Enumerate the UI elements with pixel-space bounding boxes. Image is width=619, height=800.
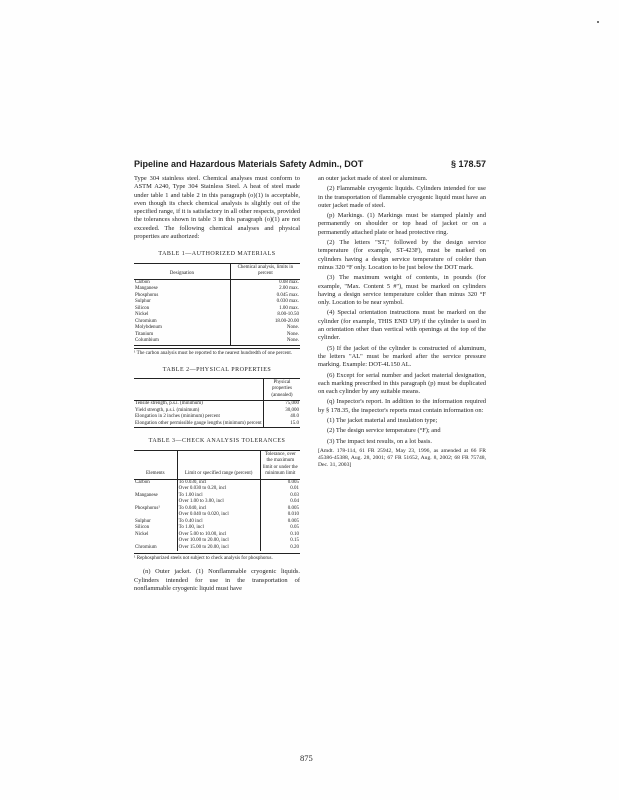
table2-value: 15.0 xyxy=(263,421,300,428)
table3-element: Carbon xyxy=(134,479,177,486)
table1-value: 0.08 max. xyxy=(279,279,299,285)
table1-value: 8.00-10.50 xyxy=(277,312,299,318)
table-row xyxy=(134,401,300,408)
table2-value: 40.0 xyxy=(263,414,300,421)
paragraph-p3: (3) The maximum weight of contents, in pounds (for example, "Max. Content 5 #"), must be marked on cylinders having a design service temperature colder than minus 320 °F only. Location to be near symbol. xyxy=(318,274,486,307)
list-item-q3: (3) The impact test results, on a lot basis. xyxy=(327,437,432,445)
table2-head: Physical properties (annealed) xyxy=(263,378,300,401)
table3-caption: TABLE 3—CHECK ANALYSIS TOLERANCES xyxy=(148,438,286,445)
table3-limit: To 0.030, incl xyxy=(177,479,260,486)
table3-tolerance: 0.03 xyxy=(290,492,299,498)
table1-head-chem: Chemical analysis, limits in percent xyxy=(237,264,294,277)
table3-footnote: ¹ Rephosphorized steels not subject to check analysis for phosphorus. xyxy=(134,553,300,562)
source-note: [Amdt. 178-114, 61 FR 25942, May 23, 1996, as amended at 66 FR 45386-45388, Aug. 28, 2001; 67 FR 51652, Aug. 8, 2002; 68 FR 75748, Dec. 31, 2003] xyxy=(318,447,486,468)
table3-limit: Over 5.00 to 10.00, incl xyxy=(177,532,260,539)
table1-value: 1.00 max. xyxy=(279,305,299,311)
list-item-q2: (2) The design service temperature (°F); and xyxy=(327,427,441,435)
table1-element: Silicon xyxy=(134,306,230,313)
paragraph-p6: (6) Except for serial number and jacket material designation, each marking prescribed in this paragraph (p) must be duplicated on each cylinder by any suitable means. xyxy=(318,371,486,396)
table3-limit: To 0.040, incl xyxy=(177,506,260,513)
paragraph-n2: (2) Flammable cryogenic liquids. Cylinders intended for use in the transportation of flammable cryogenic liquid must have an outer jacket made of steel. xyxy=(318,185,486,209)
table2-property: Elongation other permissible gauge lengths (minimum) percent xyxy=(135,420,262,426)
table1-value: 2.00 max. xyxy=(279,286,299,292)
header-title: Pipeline and Hazardous Materials Safety Admin., DOT xyxy=(134,159,364,169)
table3-tolerance: 0.20 xyxy=(290,544,299,550)
table-row xyxy=(134,279,300,286)
table1-value: None. xyxy=(286,338,299,344)
table1-value: None. xyxy=(286,325,299,331)
table1-body xyxy=(134,279,300,345)
table-row xyxy=(134,479,300,486)
table2-property: Yield strength, p.s.i. (minimum) xyxy=(135,407,200,413)
paragraph-p2: (2) The letters "ST," followed by the design service temperature (for example, ST-423F), must be marked on cylinders having a design service temperature of colder than minus 320 °F only. Location to be just below the DOT mark. xyxy=(318,239,486,271)
table1-element: Chromium xyxy=(134,319,230,326)
table3-tolerance: 0.005 xyxy=(287,505,299,511)
table3-tolerance: 0.010 xyxy=(287,512,299,518)
table3-limit: Over 1.00 to 3.00, incl xyxy=(177,499,260,506)
table3-tolerance: 0.01 xyxy=(290,486,299,492)
paragraph-p5: (5) If the jacket of the cylinder is constructed of aluminum, the letters "AL" must be marked after the service pressure marking. Example: DOT-4L150 AL. xyxy=(318,344,486,369)
running-header xyxy=(134,159,486,169)
table-row xyxy=(134,421,300,428)
table2-value: 75,000 xyxy=(263,401,300,408)
table1-caption: TABLE 1—AUTHORIZED MATERIALS xyxy=(158,251,276,258)
table2-property: Elongation in 2 inches (minimum) percent xyxy=(135,414,220,420)
table1-element: Manganese xyxy=(134,286,230,293)
intro-paragraph: Type 304 stainless steel. Chemical analyses must conform to ASTM A240, Type 304 Stainless Steel. A heat of steel made under table 1 and table 2 in this paragraph (o)(1) is acceptable, even though its check chemical analysis is slightly out of the specified range, if it is satisfactory in all other respects, provided the tolerances shown in table 3 in this paragraph (o)(1) are not exceeded. The following chemical analyses and physical properties are authorized: xyxy=(134,175,300,241)
table1-element: Phosphorus xyxy=(134,293,230,300)
table3-tolerance: 0.005 xyxy=(287,518,299,524)
header-section: § 178.57 xyxy=(450,159,486,169)
table3 xyxy=(134,450,300,552)
table2-property: Tensile strength, p.s.i. (minimum) xyxy=(135,401,203,407)
table3-limit: To 1.00 incl xyxy=(177,493,260,500)
paragraph-p4: (4) Special orientation instructions must be marked on the cylinder (for example, THIS END UP) if the cylinder is used in an orientation other than vertical with openings at the top of the cylinder. xyxy=(318,309,486,342)
table3-head-element: Elements xyxy=(134,450,177,479)
table3-limit: Over 10.00 to 20.00, incl xyxy=(177,538,260,545)
table-row xyxy=(134,338,300,345)
table1-footnote: ¹ The carbon analysis must be reported to the nearest hundredth of one percent. xyxy=(134,348,300,357)
table2-body xyxy=(134,401,300,428)
table1 xyxy=(134,263,300,346)
table3-head-tolerance: Tolerance, over the maximum limit or under the minimum limit xyxy=(262,451,298,477)
paragraph-q: (q) Inspector's report. In addition to the information required by § 178.35, the inspector's reports must contain information on: xyxy=(318,398,486,414)
paragraph-n: (n) Outer jacket. (1) Nonflammable cryogenic liquids. Cylinders intended for use in the transportation of nonflammable cryogenic liquid must have xyxy=(134,568,300,592)
table3-limit: Over 15.00 to 20.00, incl xyxy=(177,545,260,552)
table3-element: Sulphur xyxy=(134,519,177,526)
table3-limit: To 1.00, incl xyxy=(177,525,260,532)
table1-value: 18.00-20.00 xyxy=(274,318,299,324)
table2-value: 30,000 xyxy=(263,408,300,415)
table-row xyxy=(134,545,300,552)
table1-value: 0.030 max. xyxy=(276,299,299,305)
table3-limit: To 0.40 incl xyxy=(177,519,260,526)
table3-tolerance: 0.15 xyxy=(290,538,299,544)
table3-limit: Over 0.030 to 0.20, incl xyxy=(177,486,260,493)
paragraph-n1-cont: an outer jacket made of steel or aluminum. xyxy=(318,175,428,182)
table1-element: Nickel xyxy=(134,312,230,319)
table1-element: Molybdenum xyxy=(134,325,230,332)
table3-head-limit: Limit or specified range (percent) xyxy=(177,450,260,479)
right-column xyxy=(318,175,486,469)
table2-caption: TABLE 2—PHYSICAL PROPERTIES xyxy=(162,366,272,373)
table3-tolerance: 0.10 xyxy=(290,531,299,537)
table3-tolerance: 0.04 xyxy=(290,499,299,505)
table3-element: Manganese xyxy=(134,493,177,500)
table3-element: Nickel xyxy=(134,532,177,539)
table1-value: 0.045 max. xyxy=(276,292,299,298)
list-item-q1: (1) The jacket material and insulation type; xyxy=(327,417,438,425)
table2 xyxy=(134,378,300,429)
table1-value: None. xyxy=(286,331,299,337)
paragraph-p1: (p) Markings. (1) Markings must be stamped plainly and permanently on shoulder or top head of jacket or on a permanently attached plate or head protective ring. xyxy=(318,212,486,236)
table3-tolerance: 0.05 xyxy=(290,525,299,531)
scan-speck xyxy=(597,21,599,23)
table3-body xyxy=(134,479,300,551)
left-column xyxy=(134,175,300,593)
table3-element: Chromium xyxy=(134,545,177,552)
table1-element: Sulphur xyxy=(134,299,230,306)
page-number: 875 xyxy=(300,753,313,763)
table3-element: Silicon xyxy=(134,525,177,532)
table1-element: Carbon xyxy=(134,279,230,286)
table1-element: Titanium xyxy=(134,332,230,339)
table1-head-designation: Designation xyxy=(134,263,230,279)
table1-element: Columbium xyxy=(134,338,230,345)
table3-element: Phosphorus¹ xyxy=(134,506,177,513)
table3-limit: Over 0.040 to 0.020, incl xyxy=(177,512,260,519)
table3-tolerance: 0.005 xyxy=(287,479,299,485)
